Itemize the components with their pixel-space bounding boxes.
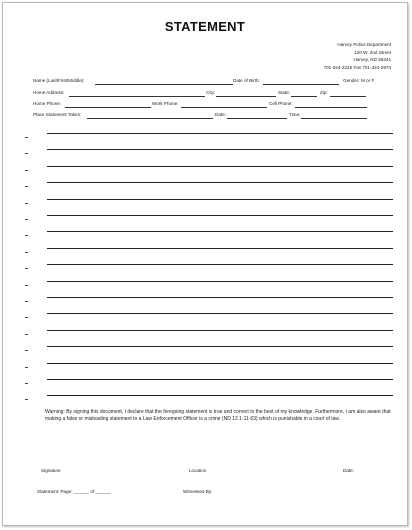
statement-line[interactable] (47, 379, 393, 380)
page-title: STATEMENT (164, 19, 246, 34)
signature-label: Signature (41, 468, 61, 473)
footer-date-label: Date: (343, 468, 354, 473)
margin-tick (25, 285, 28, 286)
work-phone-label: Work Phone: (152, 101, 179, 106)
statement-line[interactable] (47, 199, 393, 200)
statement-line[interactable] (47, 363, 393, 364)
name-field[interactable] (95, 84, 233, 85)
statement-page-label: Statement: Page: ______ of ______ (37, 489, 111, 494)
margin-tick (25, 399, 28, 400)
margin-tick (25, 137, 28, 138)
home-address-label: Home Address: (33, 90, 65, 95)
statement-line[interactable] (47, 149, 393, 150)
state-field[interactable] (291, 96, 317, 97)
margin-tick (25, 252, 28, 253)
date-label: Date: (215, 112, 226, 117)
city-label: City: (206, 90, 216, 95)
statement-line[interactable] (47, 133, 393, 134)
row-phones (33, 101, 391, 109)
margin-tick (25, 203, 28, 204)
department-city: Harvey, ND 58341 (353, 57, 391, 62)
margin-tick (25, 219, 28, 220)
department-street: 120 W. 2nd Street (354, 49, 391, 55)
time-label: Time: (289, 112, 301, 117)
margin-tick (25, 301, 28, 302)
home-phone-label: Home Phone: (33, 101, 62, 106)
place-taken-label: Place Statement Taken: (33, 112, 82, 117)
statement-line[interactable] (47, 395, 393, 396)
witnessed-by-label: Witnessed By: (183, 489, 213, 494)
statement-line[interactable] (47, 346, 393, 347)
statement-line[interactable] (47, 215, 393, 216)
department-address-block (324, 41, 391, 71)
statement-line[interactable] (47, 330, 393, 331)
place-taken-field[interactable] (87, 118, 213, 119)
dob-label: Date of Birth: (233, 78, 260, 83)
statement-line[interactable] (47, 281, 393, 282)
dob-field[interactable] (263, 84, 339, 85)
row-address (33, 90, 391, 98)
statement-line[interactable] (47, 264, 393, 265)
department-phone-fax: 701-324-2225 Fax 701-324-2974 (323, 64, 391, 70)
margin-tick (25, 334, 28, 335)
cell-phone-field[interactable] (295, 107, 367, 108)
margin-tick (25, 268, 28, 269)
margin-tick (25, 153, 28, 154)
margin-tick (25, 317, 28, 318)
margin-tick (25, 186, 28, 187)
city-field[interactable] (216, 96, 276, 97)
row-name (33, 78, 391, 86)
location-label: Location (189, 468, 207, 473)
statement-form-page (2, 2, 408, 526)
statement-line[interactable] (47, 313, 393, 314)
department-name: Harvey Police Department (337, 42, 391, 47)
zip-label: Zip: (320, 90, 328, 95)
gender-label: Gender: (343, 78, 360, 83)
time-field[interactable] (301, 118, 367, 119)
statement-line[interactable] (47, 166, 393, 167)
name-label: Name (Last/First/Middle): (33, 78, 85, 83)
home-address-field[interactable] (69, 96, 205, 97)
margin-tick (25, 383, 28, 384)
statement-line[interactable] (47, 182, 393, 183)
state-label: State: (278, 90, 291, 95)
work-phone-field[interactable] (181, 107, 267, 108)
date-field[interactable] (227, 118, 287, 119)
gender-options: M or F (361, 78, 375, 83)
margin-tick (25, 235, 28, 236)
margin-tick (25, 350, 28, 351)
zip-field[interactable] (330, 96, 366, 97)
warning-text: Warning: By signing this document, I declare that the foregoing statement is true and correct to the best of my knowledge. Furthermore, I am also aware that making a false or misleading statement to a Law Enforcement Officer is a crime (ND 12.1-11-03) which is punishable in a court of law. (45, 409, 391, 423)
statement-line[interactable] (47, 248, 393, 249)
statement-line[interactable] (47, 297, 393, 298)
row-place-date-time (33, 112, 391, 120)
cell-phone-label: Cell Phone: (269, 101, 293, 106)
margin-tick (25, 170, 28, 171)
home-phone-field[interactable] (65, 107, 151, 108)
margin-tick (25, 367, 28, 368)
statement-line[interactable] (47, 231, 393, 232)
